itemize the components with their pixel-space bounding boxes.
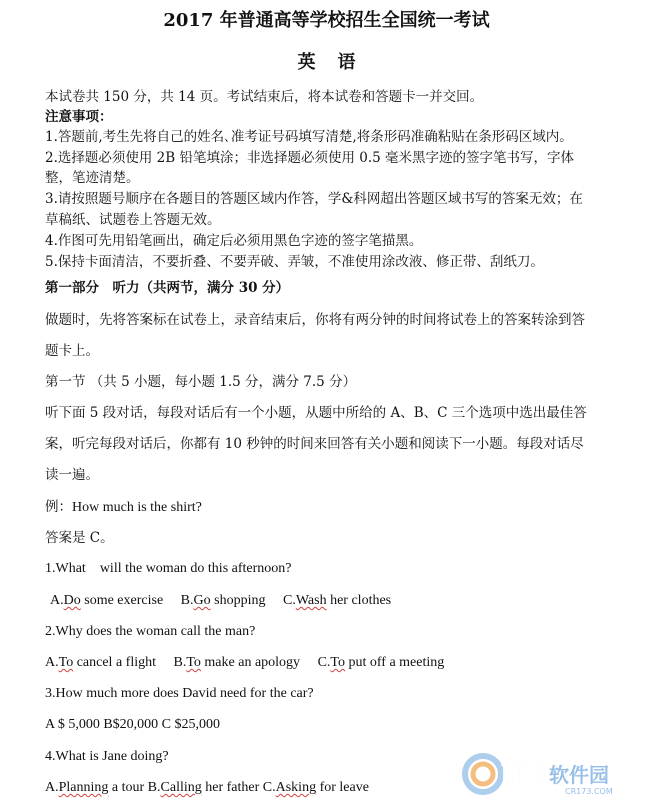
question-3: 3.How much more does David need for the car?: [45, 686, 314, 701]
notice-heading: 注意事项：: [45, 109, 113, 125]
question-1-options: [50, 592, 405, 610]
option-c: C.Asking for leave: [262, 780, 369, 795]
question-2: 2.Why does the woman call the man?: [45, 624, 256, 639]
svg-text:西西: 西西: [501, 763, 546, 788]
option-a: A.To cancel a flight: [45, 655, 156, 670]
example-line: [45, 498, 202, 517]
option-b: B.To make an apology: [173, 655, 301, 670]
exam-title: 2017 年普通高等学校招生全国统一考试: [163, 10, 490, 31]
part1-heading: 第一部分 听力（共两节，满分 30 分）: [45, 280, 290, 296]
example-label: 例：: [45, 499, 72, 515]
option-a: A.Do some exercise: [50, 593, 164, 608]
example-answer-line: [45, 529, 114, 547]
svg-text:CR173.COM: CR173.COM: [565, 787, 613, 796]
question-3-options: A $ 5,000 B$20,000 C $25,000: [45, 717, 221, 732]
notice-item: 1.答题前,考生先将自己的姓名､准考证号码填写清楚,将条形码准确粘贴在条形码区域内｡: [45, 129, 566, 145]
notice-item: 2.选择题必须使用 2B 铅笔填涂；非选择题必须使用 0.5 毫米黑字迹的签字笔书写，字体: [45, 150, 575, 166]
section-heading: 第一节 （共 5 小题，每小题 1.5 分，满分 7.5 分）: [45, 374, 357, 390]
subject-title: 英语: [297, 52, 378, 73]
option-b: B.Calling her father: [147, 780, 263, 795]
notice-item: 5.保持卡面清洁，不要折叠、不要弄破、弄皱，不准使用涂改液、修正带、刮纸刀。: [45, 254, 544, 270]
option-c: C.Wash her clothes: [282, 593, 392, 608]
question-2-options: [45, 654, 458, 672]
notice-item: 3.请按照题号顺序在各题目的答题区域内作答，学&科网超出答题区域书写的答案无效；在: [45, 191, 583, 207]
section-instruction: 读一遍。: [45, 467, 99, 483]
notice-item: 草稿纸、试题卷上答题无效。: [45, 212, 221, 228]
option-c: C.To put off a meeting: [317, 655, 445, 670]
question-4-options: [45, 779, 369, 797]
option-b: B.Go shopping: [180, 593, 266, 608]
question-1: 1.What will the woman do this afternoon?: [45, 561, 292, 576]
example-answer: C。: [89, 530, 114, 546]
section-instruction: 案，听完每段对话后，你都有 10 秒钟的时间来回答有关小题和阅读下一小题。每段对话尽: [45, 436, 584, 452]
section-instruction: 听下面 5 段对话，每段对话后有一个小题，从题中所给的 A、B、C 三个选项中选出最佳答: [45, 405, 587, 421]
example-answer-label: 答案是: [45, 530, 90, 546]
intro-text: 本试卷共 150 分，共 14 页。考试结束后，将本试卷和答题卡一并交回。: [45, 89, 484, 105]
option-a: A.Planning a tour: [45, 780, 148, 795]
example-question: How much is the shirt?: [72, 500, 202, 515]
notice-item: 4.作图可先用铅笔画出，确定后必须用黑色字迹的签字笔描黑。: [45, 233, 423, 249]
watermark-logo: [461, 751, 641, 797]
question-4: 4.What is Jane doing?: [45, 749, 169, 764]
notice-item: 整，笔迹清楚。: [45, 170, 140, 186]
part1-instruction: 做题时，先将答案标在试卷上，录音结束后，你将有两分钟的时间将试卷上的答案转涂到答: [45, 312, 585, 328]
part1-instruction: 题卡上。: [45, 343, 99, 359]
svg-text:软件园: 软件园: [549, 763, 609, 787]
